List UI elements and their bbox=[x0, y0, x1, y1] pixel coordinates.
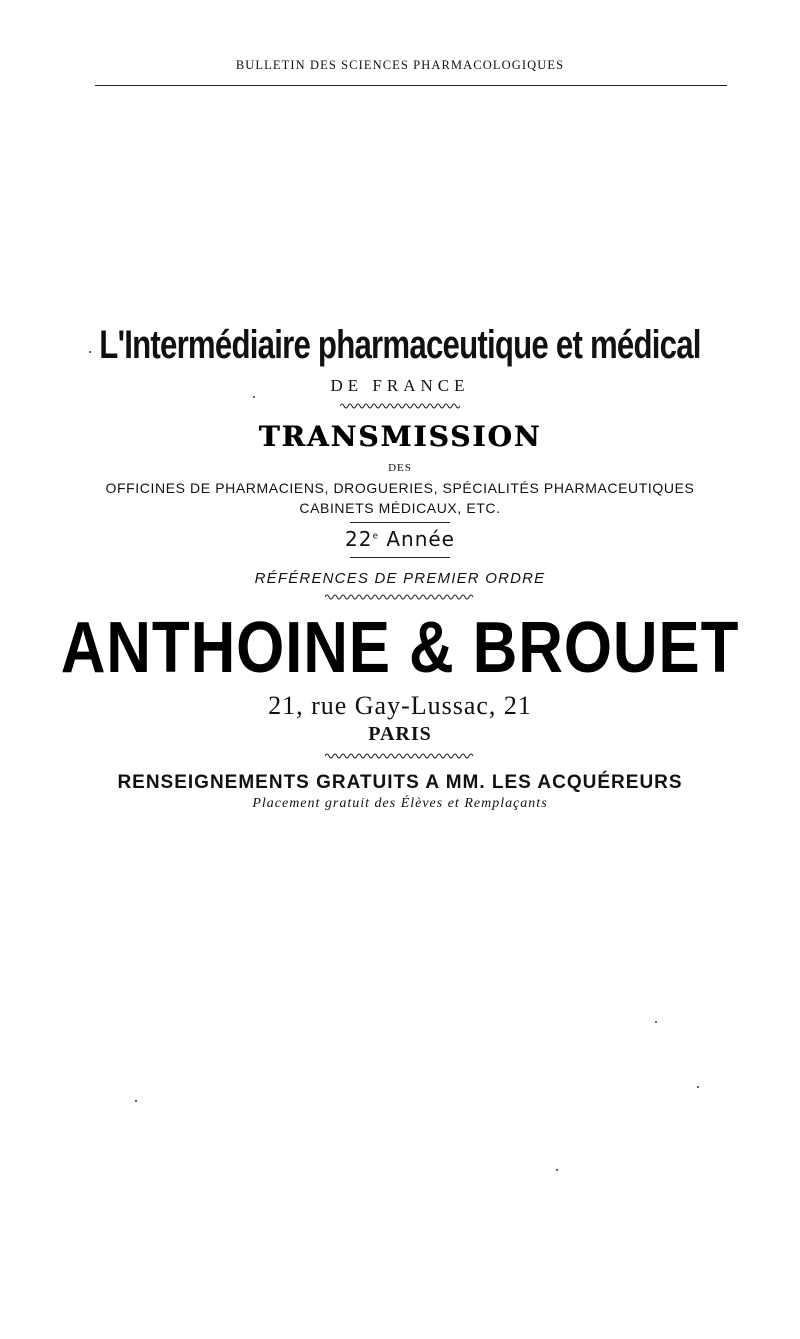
year-word: Année bbox=[386, 527, 455, 551]
print-speck bbox=[697, 1086, 699, 1088]
firm-city: PARIS bbox=[368, 723, 432, 745]
wavy-rule bbox=[325, 752, 475, 760]
service-title: TRANSMISSION bbox=[258, 420, 542, 453]
print-speck bbox=[135, 1100, 137, 1102]
rule-below-year bbox=[350, 557, 450, 558]
header-rule bbox=[95, 85, 727, 86]
year-number: 22 bbox=[344, 527, 373, 551]
wavy-rule bbox=[325, 593, 475, 601]
print-speck bbox=[655, 1021, 657, 1023]
running-head: BULLETIN DES SCIENCES PHARMACOLOGIQUES bbox=[235, 58, 565, 72]
print-speck bbox=[253, 396, 255, 398]
connector-text: DES bbox=[388, 462, 412, 474]
firm-name: ANTHOINE & BROUET bbox=[60, 608, 740, 688]
references-line: RÉFÉRENCES DE PREMIER ORDRE bbox=[254, 570, 546, 587]
rule-above-year bbox=[350, 522, 450, 523]
advertisement bbox=[0, 320, 800, 812]
print-speck bbox=[89, 351, 91, 353]
wavy-rule bbox=[340, 402, 460, 410]
print-speck bbox=[556, 1169, 558, 1171]
year-line bbox=[0, 527, 800, 551]
firm-address: 21, rue Gay-Lussac, 21 bbox=[268, 691, 532, 720]
journal-title: L'Intermédiaire pharmaceutique et médical bbox=[99, 323, 701, 367]
scope-line-2: CABINETS MÉDICAUX, ETC. bbox=[299, 500, 501, 516]
placement-line: Placement gratuit des Élèves et Remplaçants bbox=[252, 796, 548, 811]
info-line: RENSEIGNEMENTS GRATUITS A MM. LES ACQUÉREURS bbox=[117, 772, 683, 793]
journal-subtitle: DE FRANCE bbox=[330, 376, 470, 395]
year-suffix: e bbox=[372, 531, 379, 542]
scope-line-1: OFFICINES DE PHARMACIENS, DROGUERIES, SPÉCIALITÉS PHARMACEUTIQUES bbox=[105, 480, 695, 496]
